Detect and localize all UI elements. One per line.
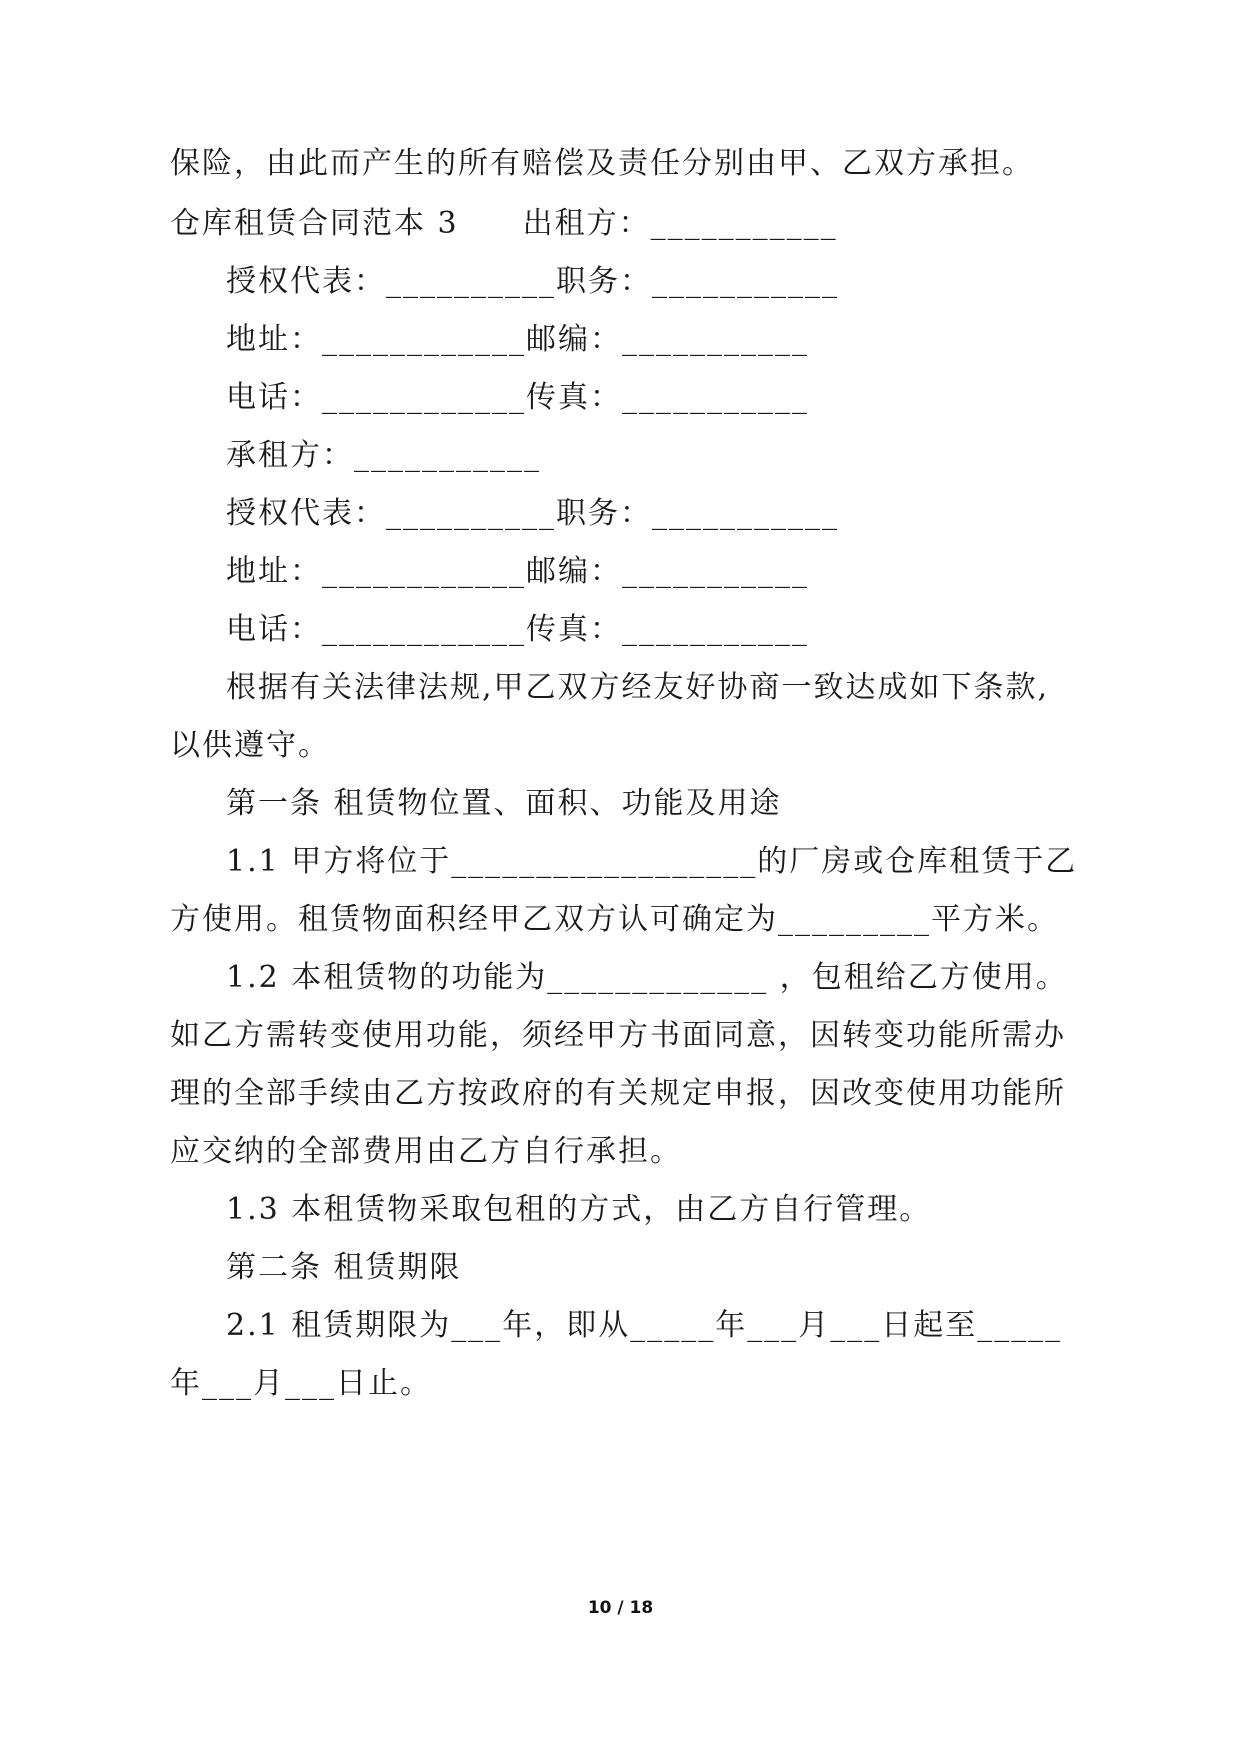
clause-1-1-cont: 方使用。租赁物面积经甲乙双方认可确定为_________平方米。 bbox=[170, 902, 1059, 937]
clause-1-2-cont-1: 如乙方需转变使用功能，须经甲方书面同意，因转变功能所需办 bbox=[170, 1018, 1066, 1053]
text-line: 保险，由此而产生的所有赔偿及责任分别由甲、乙双方承担。 bbox=[170, 146, 1034, 181]
text-line-lessee-phone: 电话：____________传真：___________ bbox=[226, 612, 809, 647]
clause-1-2: 1.2 本租赁物的功能为_____________ ，包租给乙方使用。 bbox=[226, 960, 1068, 995]
article-1-heading: 第一条 租赁物位置、面积、功能及用途 bbox=[226, 786, 782, 821]
text-line-contract-title: 仓库租赁合同范本 3 出租方：___________ bbox=[170, 206, 838, 241]
text-line-preamble: 根据有关法律法规,甲乙双方经友好协商一致达成如下条款, bbox=[226, 670, 1050, 705]
page-number: 10 / 18 bbox=[587, 1598, 654, 1618]
text-line-lessee-representative: 授权代表：__________职务：___________ bbox=[226, 496, 839, 531]
clause-1-1: 1.1 甲方将位于__________________的厂房或仓库租赁于乙 bbox=[226, 844, 1078, 879]
text-line-lessee-address: 地址：____________邮编：___________ bbox=[226, 554, 809, 589]
text-line-lessor-phone: 电话：____________传真：___________ bbox=[226, 380, 809, 415]
text-line-lessee: 承租方：___________ bbox=[226, 438, 541, 473]
article-2-heading: 第二条 租赁期限 bbox=[226, 1250, 462, 1285]
clause-1-3: 1.3 本租赁物采取包租的方式，由乙方自行管理。 bbox=[226, 1192, 932, 1227]
clause-2-1: 2.1 租赁期限为___年，即从_____年___月___日起至_____ bbox=[226, 1308, 1063, 1343]
text-line-lessor-address: 地址：____________邮编：___________ bbox=[226, 322, 809, 357]
text-line-preamble-cont: 以供遵守。 bbox=[170, 728, 330, 763]
text-line-lessor-representative: 授权代表：__________职务：___________ bbox=[226, 264, 839, 299]
clause-1-2-cont-2: 理的全部手续由乙方按政府的有关规定申报，因改变使用功能所 bbox=[170, 1076, 1066, 1111]
clause-2-1-cont: 年___月___日止。 bbox=[170, 1366, 432, 1401]
clause-1-2-cont-3: 应交纳的全部费用由乙方自行承担。 bbox=[170, 1134, 682, 1169]
